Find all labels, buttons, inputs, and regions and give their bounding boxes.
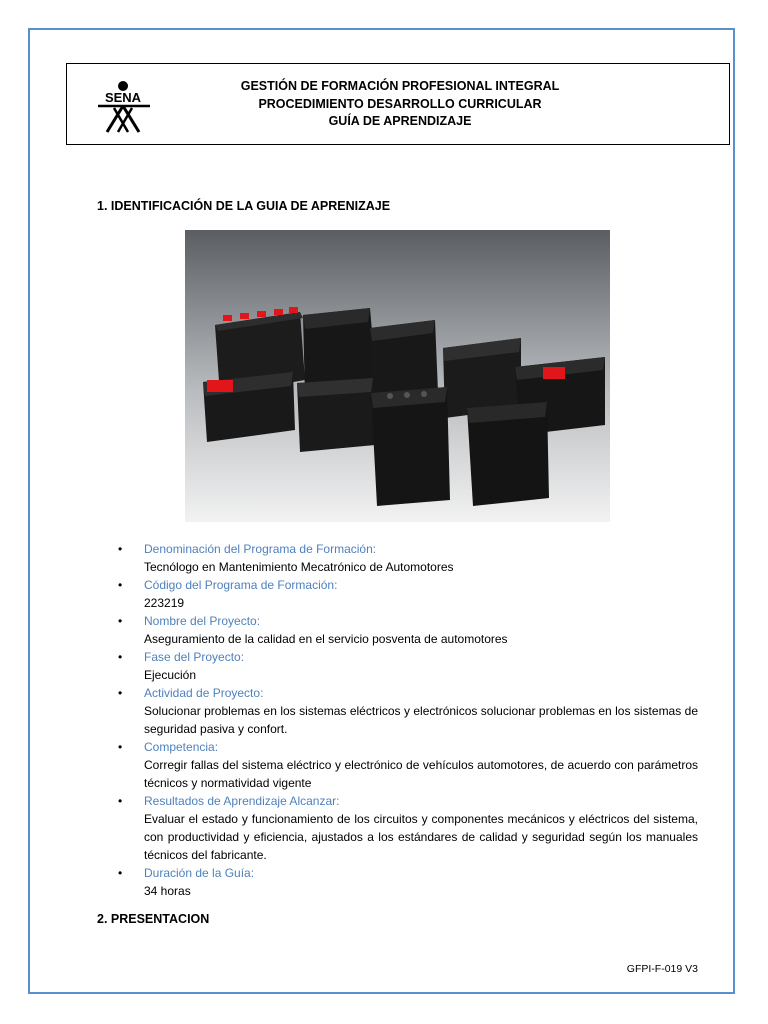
battery-front-left bbox=[203, 372, 295, 442]
item-value: Solucionar problemas en los sistemas eléctricos y electrónicos solucionar problemas en los sistemas de seguridad pasiva y confort. bbox=[144, 704, 698, 736]
item-value: Tecnólogo en Mantenimiento Mecatrónico de Automotores bbox=[144, 560, 454, 574]
bullet-icon: • bbox=[118, 866, 123, 880]
bullet-icon: • bbox=[118, 578, 123, 592]
list-item bbox=[118, 684, 698, 738]
item-label: Competencia: bbox=[144, 740, 219, 754]
bullet-icon: • bbox=[118, 686, 123, 700]
item-label: Nombre del Proyecto: bbox=[144, 614, 261, 628]
list-item bbox=[118, 738, 698, 792]
section-2-title: 2. PRESENTACION bbox=[97, 912, 210, 926]
battery-front-small bbox=[297, 378, 375, 452]
bullet-icon: • bbox=[118, 542, 123, 556]
battery-back-center bbox=[370, 320, 438, 400]
bullet-icon: • bbox=[118, 614, 123, 628]
item-value: Ejecución bbox=[144, 668, 197, 682]
bullet-icon: • bbox=[118, 740, 123, 754]
battery-front-right bbox=[467, 402, 549, 506]
header-line-2: PROCEDIMIENTO DESARROLLO CURRICULAR bbox=[258, 96, 542, 111]
list-item bbox=[118, 792, 698, 864]
bullet-icon: • bbox=[118, 794, 123, 808]
section-1-title: 1. IDENTIFICACIÓN DE LA GUIA DE APRENIZAJE bbox=[97, 199, 391, 213]
header-title-block bbox=[140, 78, 660, 131]
header-line-3: GUÍA DE APRENDIZAJE bbox=[328, 114, 472, 128]
list-item bbox=[118, 540, 698, 576]
guide-details-list bbox=[118, 540, 698, 900]
bullet-icon: • bbox=[118, 650, 123, 664]
list-item bbox=[118, 576, 698, 612]
form-code: GFPI-F-019 V3 bbox=[626, 963, 698, 975]
battery-front-tall bbox=[371, 387, 450, 506]
item-value: 34 horas bbox=[144, 884, 191, 898]
item-label: Fase del Proyecto: bbox=[144, 650, 245, 664]
list-item bbox=[118, 864, 698, 900]
header-line-1: GESTIÓN DE FORMACIÓN PROFESIONAL INTEGRAL bbox=[240, 79, 560, 93]
item-label: Código del Programa de Formación: bbox=[144, 578, 338, 592]
item-value: Corregir fallas del sistema eléctrico y electrónico de vehículos automotores, de acuerdo con parámetros técnicos y normatividad vigente bbox=[144, 758, 698, 790]
item-label: Duración de la Guía: bbox=[144, 866, 255, 880]
item-label: Actividad de Proyecto: bbox=[144, 686, 264, 700]
item-value: 223219 bbox=[144, 596, 185, 610]
item-value: Aseguramiento de la calidad en el servicio posventa de automotores bbox=[144, 632, 508, 646]
car-batteries-photo bbox=[185, 230, 610, 522]
item-label: Denominación del Programa de Formación: bbox=[144, 542, 377, 556]
item-label: Resultados de Aprendizaje Alcanzar: bbox=[144, 794, 340, 808]
sena-logo-text: SENA bbox=[104, 90, 142, 105]
list-item bbox=[118, 612, 698, 648]
item-value: Evaluar el estado y funcionamiento de los circuitos y componentes mecánicos y eléctricos del sistema, con productividad y eficiencia, ajustados a los estándares de calidad y seguridad según los manuales técnicos del fabricante. bbox=[144, 812, 698, 862]
list-item bbox=[118, 648, 698, 684]
